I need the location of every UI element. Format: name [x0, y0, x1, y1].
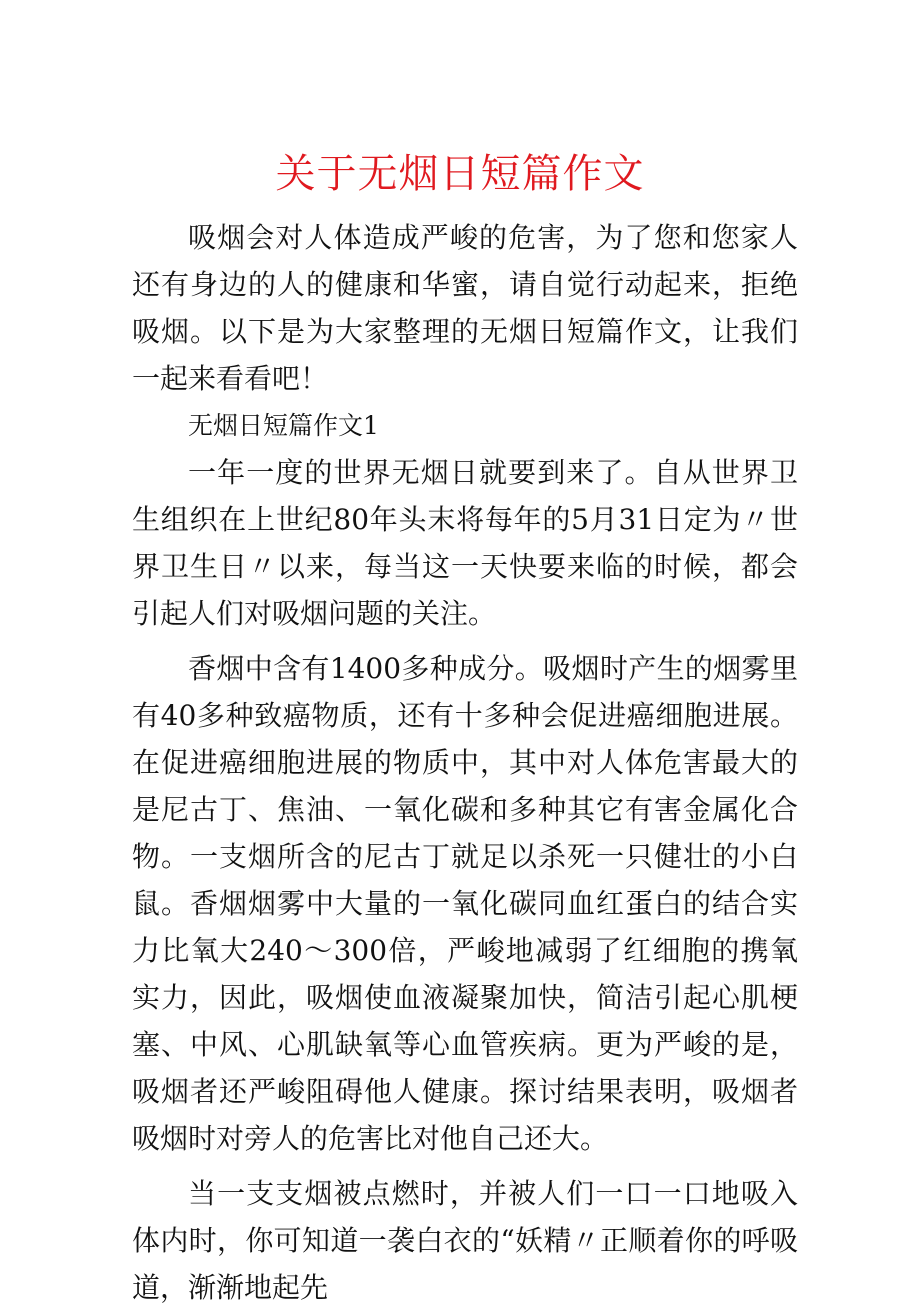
document-title: 关于无烟日短篇作文: [275, 151, 645, 197]
body-paragraph-1: 一年一度的世界无烟日就要到来了。自从世界卫生组织在上世纪80年头末将每年的5月31日定为〃世界卫生日〃以来，每当这一天快要来临的时候，都会引起人们对吸烟问题的关注。: [132, 456, 798, 630]
document-body: [132, 214, 798, 1311]
intro-paragraph: 吸烟会对人体造成严峻的危害，为了您和您家人还有身边的人的健康和华蜜，请自觉行动起来，拒绝吸烟。以下是为大家整理的无烟日短篇作文，让我们一起来看看吧！: [132, 221, 798, 395]
body-paragraph-2: 香烟中含有1400多种成分。吸烟时产生的烟雾里有40多种致癌物质，还有十多种会促进癌细胞进展。在促进癌细胞进展的物质中，其中对人体危害最大的是尼古丁、焦油、一氧化碳和多种其它有害金属化合物。一支烟所含的尼古丁就足以杀死一只健壮的小白鼠。香烟烟雾中大量的一氧化碳同血红蛋白的结合实力比氧大240～300倍，严峻地减弱了红细胞的携氧实力，因此，吸烟使血液凝聚加快，简洁引起心肌梗塞、中风、心肌缺氧等心血管疾病。更为严峻的是，吸烟者还严峻阻碍他人健康。探讨结果表明，吸烟者吸烟时对旁人的危害比对他自己还大。: [132, 652, 798, 1155]
section-heading: 无烟日短篇作文1: [188, 411, 379, 440]
body-paragraph-3: 当一支支烟被点燃时，并被人们一口一口地吸入体内时，你可知道一袭白衣的“妖精〃正顺着你的呼吸道，渐渐地起先: [132, 1177, 798, 1304]
